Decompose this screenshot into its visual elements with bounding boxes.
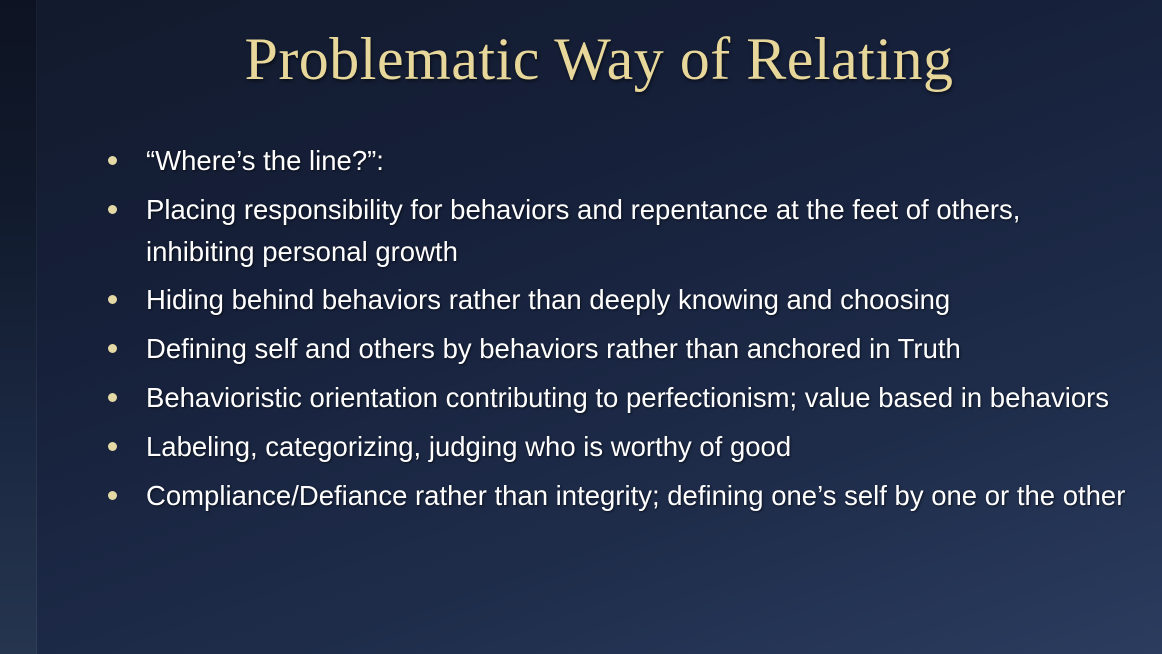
bullet-item xyxy=(68,377,1128,419)
bullet-text: Placing responsibility for behaviors and repentance at the feet of others, inhibiting personal growth xyxy=(146,193,1021,267)
slide-title: Problematic Way of Relating xyxy=(244,26,954,92)
bullet-item xyxy=(68,140,1128,182)
bullet-list xyxy=(68,140,1128,523)
bullet-dot-icon xyxy=(108,156,117,165)
bullet-item xyxy=(68,189,1128,273)
bullet-dot-icon xyxy=(108,442,117,451)
bullet-item xyxy=(68,426,1128,468)
bullet-dot-icon xyxy=(108,205,117,214)
bullet-dot-icon xyxy=(108,393,117,402)
bullet-item xyxy=(68,328,1128,370)
bullet-item xyxy=(68,279,1128,321)
slide-left-accent-band xyxy=(0,0,37,654)
bullet-text: Behavioristic orientation contributing to perfectionism; value based in behaviors xyxy=(146,381,1110,413)
slide-content-area xyxy=(36,0,1162,654)
bullet-dot-icon xyxy=(108,295,117,304)
bullet-dot-icon xyxy=(108,491,117,500)
bullet-text: Labeling, categorizing, judging who is worthy of good xyxy=(146,430,792,462)
bullet-text: “Where’s the line?”: xyxy=(146,145,384,176)
bullet-text: Hiding behind behaviors rather than deeply knowing and choosing xyxy=(146,284,951,316)
bullet-dot-icon xyxy=(108,344,117,353)
bullet-item xyxy=(68,475,1128,517)
bullet-text: Compliance/Defiance rather than integrity; defining one’s self by one or the other xyxy=(146,479,1126,511)
bullet-text: Defining self and others by behaviors rather than anchored in Truth xyxy=(146,333,961,365)
